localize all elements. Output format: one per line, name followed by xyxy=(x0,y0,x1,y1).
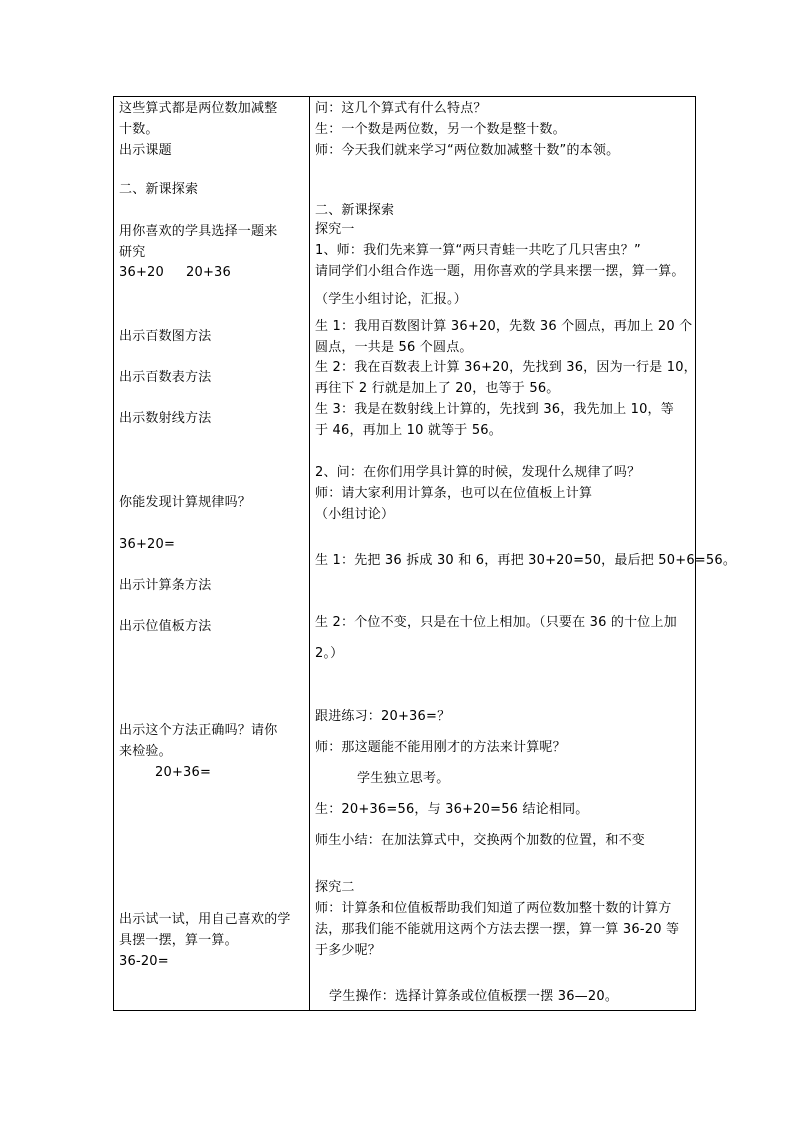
right-question-1: 问：这几个算式有什么特点？ xyxy=(315,101,487,116)
left-try-line2: 具摆一摆，算一算。 xyxy=(119,933,238,948)
right-student-tens-line1: 生 2：个位不变，只是在十位上相加。（只要在 36 的十位上加 xyxy=(315,615,677,630)
right-independent-think: 学生独立思考。 xyxy=(357,771,450,786)
left-discover-rule: 你能发现计算规律吗？ xyxy=(119,495,252,510)
right-teacher-frogs: 1、师：我们先来算一算“两只青蛙一共吃了几只害虫？” xyxy=(315,243,641,258)
right-teacher4-line2: 法，那我们能不能就用这两个方法去摆一摆，算一算 36-20 等 xyxy=(315,922,680,937)
right-student2-line1: 生 2：我在百数表上计算 36+20，先找到 36，因为一行是 10， xyxy=(315,360,697,375)
left-hundred-chart: 出示百数图方法 xyxy=(119,329,212,344)
right-ask-groups: 请同学们小组合作选一题，用你喜欢的学具来摆一摆，算一算。 xyxy=(315,264,685,279)
right-student-split: 生 1：先把 36 拆成 30 和 6，再把 30+20=50，最后把 50+6=56。 xyxy=(315,553,737,568)
left-expression-sub: 36-20= xyxy=(119,954,169,969)
right-student3-line2: 于 46，再加上 10 就等于 56。 xyxy=(315,423,502,438)
left-hundred-table: 出示百数表方法 xyxy=(119,370,212,385)
right-teacher-1: 师：今天我们就来学习“两位数加减整十数”的本领。 xyxy=(315,143,620,158)
right-explore-2: 探究二 xyxy=(315,880,355,895)
left-expression-3620: 36+20= xyxy=(119,537,176,552)
right-teacher4-line1: 师：计算条和位值板帮助我们知道了两位数加整十数的计算方 xyxy=(315,901,672,916)
left-features-line1: 这些算式都是两位数加减整 xyxy=(119,101,278,116)
right-student2-line2: 再往下 2 行就是加上了 20，也等于 56。 xyxy=(315,381,560,396)
left-try-line1: 出示试一试，用自己喜欢的学 xyxy=(119,912,291,927)
right-student1-line2: 圆点，一共是 56 个圆点。 xyxy=(315,340,473,355)
right-student-operation: 学生操作：选择计算条或位值板摆一摆 36—20。 xyxy=(329,989,619,1004)
right-group-report: （学生小组讨论，汇报。） xyxy=(315,292,467,307)
left-number-line: 出示数射线方法 xyxy=(119,411,212,426)
left-expression-2036: 20+36= xyxy=(155,765,212,780)
left-place-value: 出示位值板方法 xyxy=(119,619,212,634)
left-verify-line2: 来检验。 xyxy=(119,744,172,759)
left-features-line2: 十数。 xyxy=(119,122,159,137)
right-teacher-2: 师：请大家利用计算条，也可以在位值板上计算 xyxy=(315,486,593,501)
right-teacher-3: 师：那这题能不能用刚才的方法来计算呢？ xyxy=(315,740,566,755)
right-group-discuss: （小组讨论） xyxy=(315,507,395,522)
right-explore-1: 探究一 xyxy=(315,222,355,237)
right-summary: 师生小结：在加法算式中，交换两个加数的位置，和不变 xyxy=(315,833,646,848)
left-show-topic: 出示课题 xyxy=(119,143,172,158)
right-question-2: 2、问：在你们用学具计算的时候，发现什么规律了吗？ xyxy=(315,465,641,480)
right-student-tens-line2: 2。） xyxy=(315,646,344,661)
right-section-heading: 二、新课探索 xyxy=(315,203,395,218)
left-choose-line2: 研究 xyxy=(119,245,146,260)
left-choose-line1: 用你喜欢的学具选择一题来 xyxy=(119,224,278,239)
left-calc-strip: 出示计算条方法 xyxy=(119,578,212,593)
left-verify-line1: 出示这个方法正确吗？请你 xyxy=(119,723,278,738)
left-section-heading: 二、新课探索 xyxy=(119,182,199,197)
right-student3-line1: 生 3：我是在数射线上计算的，先找到 36，我先加上 10，等 xyxy=(315,402,674,417)
right-practice: 跟进练习：20+36=？ xyxy=(315,709,451,724)
right-student1-line1: 生 1：我用百数图计算 36+20，先数 36 个圆点，再加上 20 个 xyxy=(315,319,693,334)
right-student-result: 生：20+36=56，与 36+20=56 结论相同。 xyxy=(315,802,589,817)
column-divider xyxy=(309,96,310,1011)
left-expression-b: 20+36 xyxy=(186,265,231,280)
right-student-1: 生：一个数是两位数，另一个数是整十数。 xyxy=(315,122,566,137)
right-teacher4-line3: 于多少呢？ xyxy=(315,943,382,958)
left-expression-a: 36+20 xyxy=(119,265,164,280)
